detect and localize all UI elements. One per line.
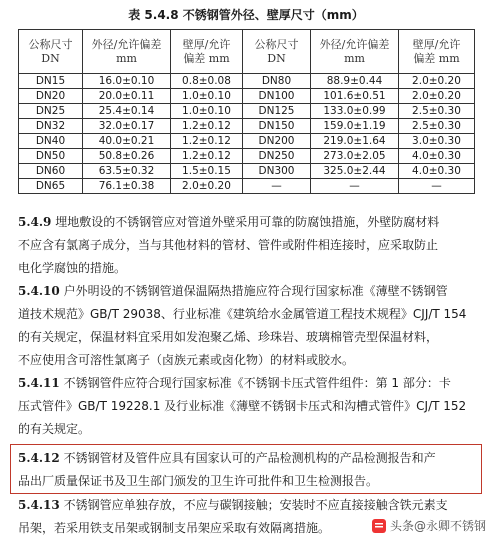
table-cell: 4.0±0.30 xyxy=(399,149,475,164)
clause-text: 不锈钢管应单独存放，不应与碳钢接触；安装时不应直接接触含铁元素支 xyxy=(59,498,448,512)
clause-text: 户外明设的不锈钢管道保温隔热措施应符合现行国家标准《薄壁不锈钢管 xyxy=(59,284,448,298)
table-row xyxy=(19,104,475,119)
clause-line xyxy=(18,470,478,493)
clause-text: 吊架，若采用铁支吊架或钢制支吊架应采取有效隔离措施。 xyxy=(18,521,331,535)
table-cell: 40.0±0.21 xyxy=(83,134,171,149)
table-cell: 1.0±0.10 xyxy=(171,104,243,119)
table-cell: DN125 xyxy=(243,104,311,119)
clause-line xyxy=(18,494,478,517)
table-row xyxy=(19,134,475,149)
table-cell: 2.5±0.30 xyxy=(399,104,475,119)
table-cell: 133.0±0.99 xyxy=(311,104,399,119)
table-cell: 1.5±0.15 xyxy=(171,164,243,179)
clause-text: 不锈钢管材及管件应具有国家认可的产品检测机构的产品检测报告和产 xyxy=(59,451,436,465)
table-cell: DN40 xyxy=(19,134,83,149)
table-cell: 50.8±0.26 xyxy=(83,149,171,164)
clause-number: 5.4.9 xyxy=(18,215,52,229)
table-cell: DN200 xyxy=(243,134,311,149)
table-cell: 1.2±0.12 xyxy=(171,149,243,164)
table-body xyxy=(19,74,475,194)
table-header-cell: 外径/允许偏差 mm xyxy=(311,30,399,74)
clause-text: 不应含有氯离子成分，当与其他材料的管材、管件或附件相连接时，应采取防止 xyxy=(18,238,439,252)
pipe-size-table xyxy=(18,29,475,194)
table-cell: 0.8±0.08 xyxy=(171,74,243,89)
table-cell: 20.0±0.11 xyxy=(83,89,171,104)
clause-line xyxy=(18,447,478,470)
table-header-cell: 公称尺寸 DN xyxy=(19,30,83,74)
table-row xyxy=(19,179,475,194)
clause-text: 的有关规定，保温材料宜采用如发泡聚乙烯、珍珠岩、玻璃棉管壳型保温材料， xyxy=(18,330,439,344)
clause-line xyxy=(18,349,478,372)
table-cell: 32.0±0.17 xyxy=(83,119,171,134)
table-row xyxy=(19,89,475,104)
table-cell: DN100 xyxy=(243,89,311,104)
table-cell: 1.2±0.12 xyxy=(171,134,243,149)
clause-paragraph xyxy=(18,447,478,493)
table-cell: 101.6±0.51 xyxy=(311,89,399,104)
table-cell: DN65 xyxy=(19,179,83,194)
table-cell: 273.0±2.05 xyxy=(311,149,399,164)
table-cell: 2.0±0.20 xyxy=(171,179,243,194)
table-cell: — xyxy=(399,179,475,194)
clause-line xyxy=(18,211,478,234)
table-cell: DN15 xyxy=(19,74,83,89)
toutiao-logo-icon xyxy=(372,519,386,533)
clause-text: 不锈钢管件应符合现行国家标准《不锈钢卡压式管件组件：第 1 部分：卡 xyxy=(59,376,451,390)
table-cell: 88.9±0.44 xyxy=(311,74,399,89)
table-row xyxy=(19,149,475,164)
clause-text: 不应使用含可溶性氯离子（卤族元素或卤化物）的材料或胶水。 xyxy=(18,353,355,367)
clause-number: 5.4.12 xyxy=(18,451,60,465)
table-cell: 63.5±0.32 xyxy=(83,164,171,179)
table-row xyxy=(19,164,475,179)
table-cell: — xyxy=(311,179,399,194)
table-header-cell: 外径/允许偏差 mm xyxy=(83,30,171,74)
table-cell: 76.1±0.38 xyxy=(83,179,171,194)
clause-line xyxy=(18,372,478,395)
table-header-cell: 公称尺寸 DN xyxy=(243,30,311,74)
table-cell: DN150 xyxy=(243,119,311,134)
table-cell: 1.2±0.12 xyxy=(171,119,243,134)
clause-text: 电化学腐蚀的措施。 xyxy=(18,261,127,275)
table-cell: 3.0±0.30 xyxy=(399,134,475,149)
clause-line xyxy=(18,234,478,257)
clause-text: 道技术规范》GB/T 29038、行业标准《建筑给水金属管道工程技术规程》CJJ/T 154 xyxy=(18,307,467,321)
clause-number: 5.4.11 xyxy=(18,376,60,390)
clause-text: 埋地敷设的不锈钢管应对管道外壁采用可靠的防腐蚀措施，外壁防腐材料 xyxy=(51,215,440,229)
table-cell: DN25 xyxy=(19,104,83,119)
table-cell: DN32 xyxy=(19,119,83,134)
table-cell: 1.0±0.10 xyxy=(171,89,243,104)
table-header-cell: 壁厚/允许 偏差 mm xyxy=(399,30,475,74)
table-cell: 325.0±2.44 xyxy=(311,164,399,179)
table-cell: — xyxy=(243,179,311,194)
clause-text: 压式管件》GB/T 19228.1 及行业标准《薄壁不锈钢卡压式和沟槽式管件》CJ/T 152 xyxy=(18,399,467,413)
table-row xyxy=(19,74,475,89)
table-cell: 25.4±0.14 xyxy=(83,104,171,119)
clause-number: 5.4.10 xyxy=(18,284,60,298)
table-cell: DN60 xyxy=(19,164,83,179)
clause-number: 5.4.13 xyxy=(18,498,60,512)
table-cell: 219.0±1.64 xyxy=(311,134,399,149)
clause-line xyxy=(18,280,478,303)
clause-line xyxy=(18,418,478,441)
table-header-cell: 壁厚/允许 偏差 mm xyxy=(171,30,243,74)
table-cell: DN250 xyxy=(243,149,311,164)
clause-paragraph xyxy=(18,211,478,280)
watermark xyxy=(372,517,486,534)
table-cell: DN50 xyxy=(19,149,83,164)
table-cell: DN20 xyxy=(19,89,83,104)
clause-text: 品出厂质量保证书及卫生部门颁发的卫生许可批件和卫生检测报告。 xyxy=(18,474,379,488)
watermark-text: 头条@永卿不锈钢 xyxy=(389,519,486,533)
clause-line xyxy=(18,303,478,326)
clause-line xyxy=(18,257,478,280)
table-cell: 16.0±0.10 xyxy=(83,74,171,89)
table-cell: 2.0±0.20 xyxy=(399,89,475,104)
clause-line xyxy=(18,326,478,349)
clause-text: 的有关规定。 xyxy=(18,422,91,436)
table-cell: 4.0±0.30 xyxy=(399,164,475,179)
clause-paragraph xyxy=(18,280,478,372)
clause-paragraph xyxy=(18,372,478,441)
table-cell: DN300 xyxy=(243,164,311,179)
table-cell: 2.5±0.30 xyxy=(399,119,475,134)
table-cell: 2.0±0.20 xyxy=(399,74,475,89)
table-title: 表 5.4.8 不锈钢管外径、壁厚尺寸（mm） xyxy=(128,8,364,22)
table-cell: DN80 xyxy=(243,74,311,89)
table-cell: 159.0±1.19 xyxy=(311,119,399,134)
table-header-row xyxy=(19,30,475,74)
table-row xyxy=(19,119,475,134)
clause-line xyxy=(18,395,478,418)
